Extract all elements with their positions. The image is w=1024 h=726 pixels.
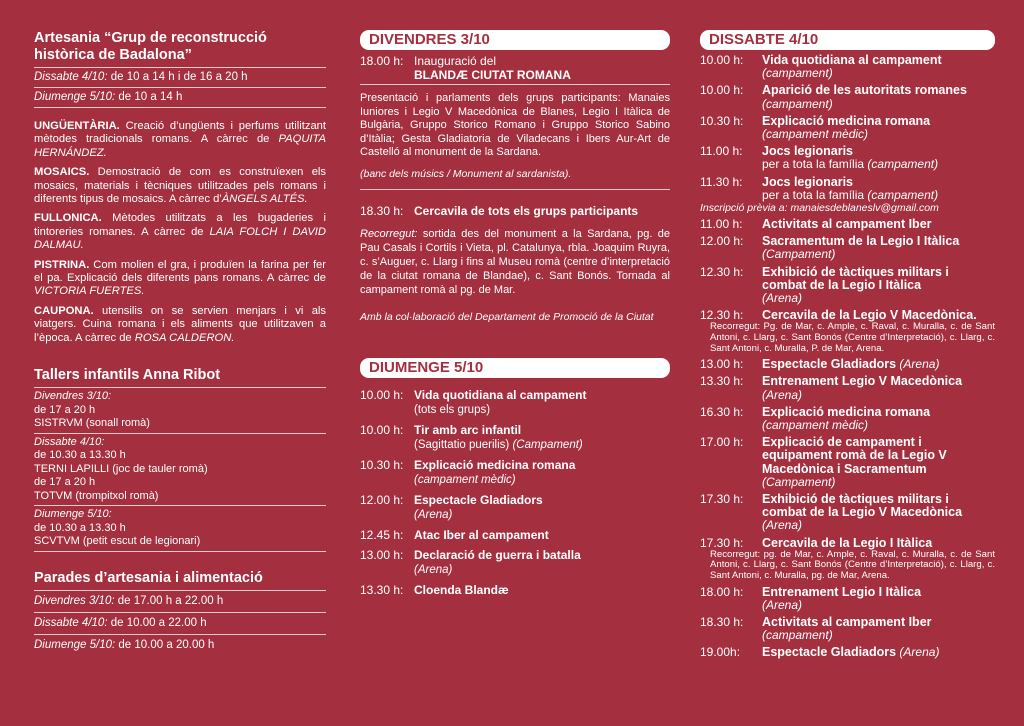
- event-sub: (campament): [762, 66, 833, 81]
- saturday-banner: DISSABTE 4/10: [700, 30, 995, 50]
- event-title: Explicació medicina romana: [414, 457, 576, 472]
- route-body: sortida des del monument a la Sardana, pg. de Pau Casals i Cortils i Vieta, pl. Catalunya, rbla. Joaquim Ruyra, c. s’Auguer, c. Llarg i fins al Museu romà (centre d’interpretació de la ciutat romana de Blandae), c. Sant Bonós. Tornada al campament romà al pg. de Mar.: [360, 228, 670, 296]
- event-time: 13.30 h:: [700, 374, 744, 389]
- item-name: UNGÜENTÀRIA.: [34, 120, 120, 132]
- event-detail: [414, 423, 670, 452]
- event-detail: [762, 115, 995, 141]
- sunday-event: [360, 388, 670, 417]
- saturday-event: [700, 235, 995, 261]
- event-time: 13.00 h:: [360, 547, 404, 562]
- kid-line: SCVTVM (petit escut de legionari): [34, 535, 201, 548]
- event-inline-place: (campament): [864, 157, 939, 172]
- saturday-event: [700, 616, 995, 642]
- item-who: ÀNGELS ALTÉS.: [221, 193, 308, 206]
- event-title: Tir amb arc infantil: [414, 422, 522, 437]
- kid-day-label: Divendres 3/10:: [34, 390, 112, 403]
- event-time: 11.00 h:: [700, 144, 743, 159]
- date-hours: de 17.00 h a 22.00 h: [117, 594, 224, 607]
- route-text: Recorregut: Pg. de Mar, c. Ample, c. Raval, c. Muralla, c. de Sant Antoni, c. Llarg, c. Sant Bonós (Centre d’Interpretació), c. Llarg, c. Sant Antoni, c. Muralla, P. de Mar, Arena.: [710, 321, 995, 354]
- event-time: 11.00 h:: [700, 217, 743, 232]
- saturday-event: [700, 115, 995, 141]
- event-detail: [762, 266, 995, 306]
- event-time: 10.00 h:: [360, 387, 404, 402]
- item-name: CAUPONA.: [34, 304, 94, 317]
- tallers-day: [34, 388, 326, 434]
- sunday-event: [360, 548, 670, 577]
- kid-line: de 17 a 20 h: [34, 476, 96, 489]
- route-text: [360, 228, 670, 297]
- event-title: Explicació de campament i equipament romà de la Legio V Macedònica i Sacramentum: [762, 435, 947, 476]
- item-who: VICTORIA FUERTES.: [34, 285, 145, 298]
- event-plain: per a tota la família: [762, 157, 865, 172]
- date-day: Dissabte 4/10:: [34, 71, 108, 83]
- date-hours: de 10.00 a 20.00 h: [118, 638, 215, 651]
- event-detail: [762, 406, 995, 432]
- event-detail: [762, 218, 995, 231]
- event-time: 10.30 h:: [360, 457, 404, 472]
- event-title: Aparició de les autoritats romanes: [762, 83, 967, 98]
- event-title: Explicació medicina romana: [762, 113, 931, 128]
- event-detail: [762, 54, 995, 80]
- parades-date: [34, 635, 326, 656]
- kid-line: TERNI LAPILLI (joc de tauler romà): [34, 462, 208, 475]
- presentation-text: Presentació i parlaments dels grups participants: Manaies Iuniores i Legio V Macedònica de Blanes, Legio I Itàlica de Bulgària, Gruppo Storico Romano i Gruppo Storico Sabino d’Itàlia; Gesta Gladiatoria de Viladecans i Ibers Aur-Art de Castelló al monument de la Sardana.: [360, 92, 670, 159]
- item-name: PISTRINA.: [34, 258, 90, 271]
- collab-text: Amb la col·laboració del Departament de Promoció de la Ciutat: [360, 311, 654, 324]
- event-sub: (Campament): [762, 247, 836, 262]
- item-who: PAQUITA HERNÁNDEZ.: [34, 133, 326, 159]
- event-title: Jocs legionaris: [762, 174, 854, 189]
- event-title: Cercavila de tots els grups participants: [414, 204, 639, 219]
- tallers-day: [34, 434, 326, 507]
- sunday-event: [360, 493, 670, 522]
- saturday-event: [700, 537, 995, 550]
- saturday-event: [700, 586, 995, 612]
- event-sub: (campament mèdic): [762, 127, 869, 142]
- event-title: Entrenament Legio V Macedònica: [762, 374, 963, 389]
- event-title: Exhibició de tàctiques militars i combat de la Legio I Itàlica: [762, 264, 949, 292]
- event-time: 17.00 h:: [700, 435, 744, 450]
- event-detail: [762, 358, 995, 371]
- friday-event-cercavila: [360, 204, 670, 218]
- event-inline-place: (campament): [864, 187, 939, 202]
- kid-line: SISTRVM (sonall romà): [34, 417, 150, 430]
- saturday-event: [700, 375, 995, 401]
- event-detail: [414, 548, 670, 577]
- event-title: Vida quotidiana al campament: [762, 53, 942, 67]
- event-plain: per a tota la família: [762, 187, 865, 202]
- item-text: utensilis on se servien menjars i vi als viatgers. Cuina romana i els aliments que utilitzaven a l’època. A càrrec de: [34, 304, 326, 344]
- event-time: 18.30 h:: [360, 204, 404, 219]
- sunday-event: [360, 528, 670, 542]
- event-time: 10.00 h:: [700, 53, 744, 67]
- saturday-event: [700, 406, 995, 432]
- event-detail: [762, 537, 995, 550]
- event-detail: [762, 84, 995, 110]
- event-sub: (Campament): [762, 474, 836, 489]
- event-detail: [762, 436, 995, 489]
- date-day: Diumenge 5/10:: [34, 91, 116, 103]
- event-title: Jocs legionaris: [762, 144, 854, 159]
- event-inline-place: (Arena): [896, 357, 940, 372]
- event-detail: [414, 54, 670, 82]
- event-sub: (Arena): [762, 291, 803, 306]
- event-time: 10.00 h:: [360, 422, 404, 437]
- sunday-banner: DIUMENGE 5/10: [360, 358, 670, 378]
- friday-event-inauguracio: [360, 50, 670, 85]
- event-time: 12.45 h:: [360, 527, 404, 542]
- saturday-event: [700, 646, 995, 659]
- saturday-event: [700, 54, 995, 80]
- saturday-event: [700, 436, 995, 489]
- date-hours: de 10 a 14 h i de 16 a 20 h: [110, 71, 248, 83]
- saturday-event: [700, 84, 995, 110]
- event-time: 11.30 h:: [700, 174, 743, 189]
- event-detail: [762, 646, 995, 659]
- date-hours: de 10.00 a 22.00 h: [110, 616, 207, 629]
- event-time: 12.00 h:: [360, 492, 404, 507]
- route-text: Recorregut: pg. de Mar, c. Ample, c. Raval, c. Muralla, c. de Sant Antoni, c. Llarg, c. Sant Bonós (Centre d’Interpretació), c. Llarg, c. Sant Antoni, c. Muralla, pg. de Mar, Arena.: [710, 548, 995, 582]
- event-time: 17.30 h:: [700, 535, 744, 550]
- event-detail: [762, 176, 995, 202]
- event-time: 13.30 h:: [360, 582, 404, 597]
- event-sub: (Arena): [414, 563, 453, 576]
- place-note-text: (banc dels músics / Monument al sardanista).: [360, 167, 572, 180]
- parades-title: Parades d’artesania i alimentació: [34, 570, 326, 591]
- saturday-event: [700, 145, 995, 171]
- event-detail: [762, 493, 995, 533]
- event-sub: (tots els grups): [414, 403, 491, 416]
- item-text: Creació d’ungüents i perfums utilitzant mètodes tradicionals romans. A càrrec de: [34, 120, 326, 146]
- item-text: Demostració de com es construïexen els mosaics, materials i tècniques utilitzades pels romans i diferents tipus de mosaics. A càrrec d’: [34, 166, 326, 206]
- event-detail: [762, 235, 995, 261]
- date-hours: de 10 a 14 h: [118, 91, 183, 103]
- event-title: Espectacle Gladiadors: [762, 645, 897, 660]
- divider: [360, 189, 670, 190]
- event-time: 18.30 h:: [700, 615, 744, 630]
- event-time: 18.00 h:: [700, 584, 744, 599]
- item-text: Com molien el gra, i produïen la farina per fer el pa. Explicació dels diferents pans romans. A càrrec de: [34, 258, 326, 285]
- tallers-title: Tallers infantils Anna Ribot: [34, 367, 326, 388]
- saturday-event: [700, 493, 995, 533]
- event-title: Inauguració del: [414, 54, 497, 68]
- event-sub: (Sagittatio puerilis): [414, 438, 513, 451]
- left-column: [34, 30, 326, 656]
- event-title-strong: BLANDÆ CIUTAT ROMANA: [414, 68, 571, 82]
- kid-line: de 10.30 a 13.30 h: [34, 449, 126, 462]
- event-title: Sacramentum de la Legio I Itàlica: [762, 234, 960, 249]
- event-detail: [414, 528, 670, 542]
- event-time: 12.30 h:: [700, 308, 744, 323]
- date-day: Divendres 3/10:: [34, 594, 115, 607]
- event-sub: (Arena): [762, 387, 803, 402]
- event-inline-place: (Arena): [896, 645, 940, 660]
- kid-line: de 10.30 a 13.30 h: [34, 521, 126, 534]
- event-title: Vida quotidiana al campament: [414, 387, 587, 402]
- middle-column: [360, 30, 670, 597]
- date-day: Diumenge 5/10:: [34, 638, 116, 651]
- artesania-item: [34, 305, 326, 345]
- item-who: LAIA FOLCH I DAVID DALMAU.: [34, 225, 326, 252]
- event-detail: [414, 204, 670, 218]
- event-time: 16.30 h:: [700, 404, 744, 419]
- artesania-date-sun: [34, 88, 326, 108]
- event-sub-place: (Campament): [512, 438, 583, 451]
- event-title: Activitats al campament Iber: [762, 615, 932, 630]
- event-time: 18.00 h:: [360, 54, 404, 68]
- event-detail: [762, 375, 995, 401]
- artesania-item: [34, 212, 326, 252]
- saturday-event: [700, 358, 995, 371]
- event-title: Espectacle Gladiadors: [762, 357, 897, 372]
- item-who: ROSA CALDERON.: [134, 331, 235, 344]
- event-time: 17.30 h:: [700, 492, 744, 507]
- kid-day-label: Diumenge 5/10:: [34, 508, 112, 521]
- item-name: MOSAICS.: [34, 166, 90, 179]
- event-time: 10.30 h:: [700, 113, 744, 128]
- event-detail: [414, 583, 670, 597]
- kid-line: de 17 a 20 h: [34, 403, 96, 416]
- event-detail: [414, 493, 670, 522]
- sunday-event: [360, 423, 670, 452]
- parades-date: [34, 591, 326, 613]
- event-time: 10.00 h:: [700, 83, 744, 98]
- date-day: Dissabte 4/10:: [34, 616, 108, 629]
- event-sub: (Arena): [762, 518, 803, 533]
- tallers-day: [34, 506, 326, 552]
- event-sub: (Arena): [414, 508, 453, 521]
- event-time: 12.00 h:: [700, 234, 744, 249]
- event-detail: [414, 458, 670, 487]
- event-inline-place: (campament): [762, 96, 833, 111]
- right-column: [700, 30, 995, 660]
- kid-day-label: Dissabte 4/10:: [34, 435, 105, 448]
- friday-banner: DIVENDRES 3/10: [360, 30, 670, 50]
- event-sub: (campament): [762, 628, 833, 643]
- route-label: Recorregut:: [360, 228, 418, 241]
- event-time: 19.00h:: [700, 645, 741, 660]
- inscription-note: Inscripció prèvia a: manaiesdeblaneslv@gmail.com: [700, 202, 939, 215]
- event-detail: [414, 388, 670, 417]
- saturday-event: [700, 176, 995, 202]
- event-title: Exhibició de tàctiques militars i combat de la Legio V Macedònica: [762, 492, 963, 520]
- event-title: Declaració de guerra i batalla: [414, 547, 581, 562]
- artesania-title: Artesania “Grup de reconstrucció històrica de Badalona”: [34, 30, 326, 68]
- event-detail: [762, 616, 995, 642]
- artesania-item: [34, 120, 326, 160]
- event-title: Espectacle Gladiadors: [414, 492, 543, 507]
- event-time: 12.30 h:: [700, 264, 744, 279]
- item-text: Mètodes utilitzats a les bugaderies i tintoreries romanes. A càrrec de: [34, 212, 326, 238]
- sunday-event: [360, 458, 670, 487]
- kid-line: TOTVM (trompitxol romà): [34, 489, 159, 502]
- item-name: FULLONICA.: [34, 212, 102, 225]
- event-title: Explicació medicina romana: [762, 404, 931, 419]
- saturday-event: [700, 266, 995, 306]
- artesania-date-sat: [34, 68, 326, 88]
- parades-date: [34, 613, 326, 635]
- collab-note: [360, 311, 670, 324]
- event-sub: (campament mèdic): [762, 418, 869, 433]
- sunday-event: [360, 583, 670, 597]
- event-sub: (campament mèdic): [414, 473, 516, 486]
- event-sub: (Arena): [762, 597, 803, 612]
- event-title: Cercavila de la Legio V Macedònica.: [762, 308, 977, 323]
- event-title: Cloenda Blandæ: [414, 582, 509, 597]
- event-title: Atac Iber al campament: [414, 527, 549, 542]
- event-title: Activitats al campament Iber: [762, 217, 932, 232]
- event-detail: [762, 145, 995, 171]
- event-title: Cercavila de la Legio I Itàlica: [762, 535, 933, 550]
- saturday-event: [700, 218, 995, 231]
- event-time: 13.00 h:: [700, 357, 744, 372]
- artesania-item: [34, 166, 326, 206]
- event-detail: [762, 586, 995, 612]
- place-note: [360, 168, 670, 181]
- artesania-item: [34, 259, 326, 299]
- event-title: Entrenament Legio I Itàlica: [762, 584, 922, 599]
